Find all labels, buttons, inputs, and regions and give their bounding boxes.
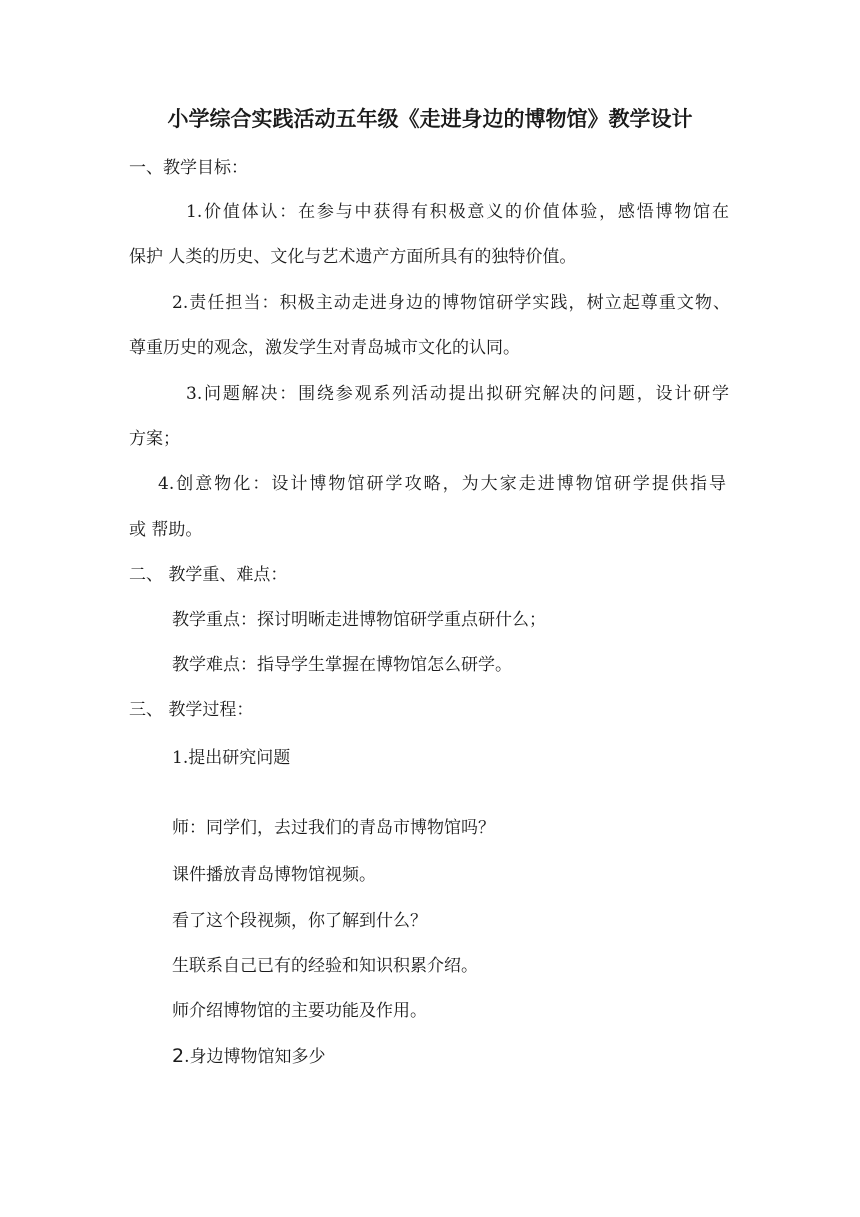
process-paragraph-3: 看了这个段视频，你了解到什么？: [172, 911, 427, 931]
goal4-line1: 4.创意物化：设计博物馆研学攻略，为大家走进博物馆研学提供指导: [158, 474, 726, 494]
process-paragraph-5: 师介绍博物馆的主要功能及作用。: [172, 1001, 427, 1021]
goal2-line2: 尊重历史的观念，激发学生对青岛城市文化的认同。: [129, 338, 520, 358]
goal3-line1: 3.问题解决：围绕参观系列活动提出拟研究解决的问题，设计研学: [186, 384, 729, 404]
process-paragraph-2: 课件播放青岛博物馆视频。: [172, 865, 376, 885]
section3-heading: 三、 教学过程：: [129, 700, 254, 720]
step2-number: 2: [172, 1045, 185, 1067]
key-point: 教学重点：探讨明晰走进博物馆研学重点研什么；: [172, 610, 546, 630]
section1-heading: 一、教学目标：: [129, 158, 248, 178]
goal1-line1: 1.价值体认：在参与中获得有积极意义的价值体验，感悟博物馆在: [186, 202, 729, 222]
process-paragraph-1: 师：同学们，去过我们的青岛市博物馆吗？: [172, 818, 495, 838]
document-title: 小学综合实践活动五年级《走进身边的博物馆》教学设计: [167, 106, 693, 131]
difficult-point: 教学难点：指导学生掌握在博物馆怎么研学。: [172, 655, 512, 675]
section2-heading: 二、 教学重、难点：: [129, 565, 288, 585]
process-paragraph-4: 生联系自己已有的经验和知识积累介绍。: [172, 956, 478, 976]
goal1-line2: 保护 人类的历史、文化与艺术遗产方面所具有的独特价值。: [129, 247, 577, 267]
goal4-line2: 或 帮助。: [129, 520, 203, 540]
step2-title: .身边博物馆知多少: [184, 1047, 326, 1067]
step2-heading: [172, 1044, 326, 1069]
step1-title: 1.提出研究问题: [172, 748, 291, 768]
goal2-line1: 2.责任担当：积极主动走进身边的博物馆研学实践，树立起尊重文物、: [172, 293, 730, 313]
goal3-line2: 方案；: [129, 429, 180, 449]
